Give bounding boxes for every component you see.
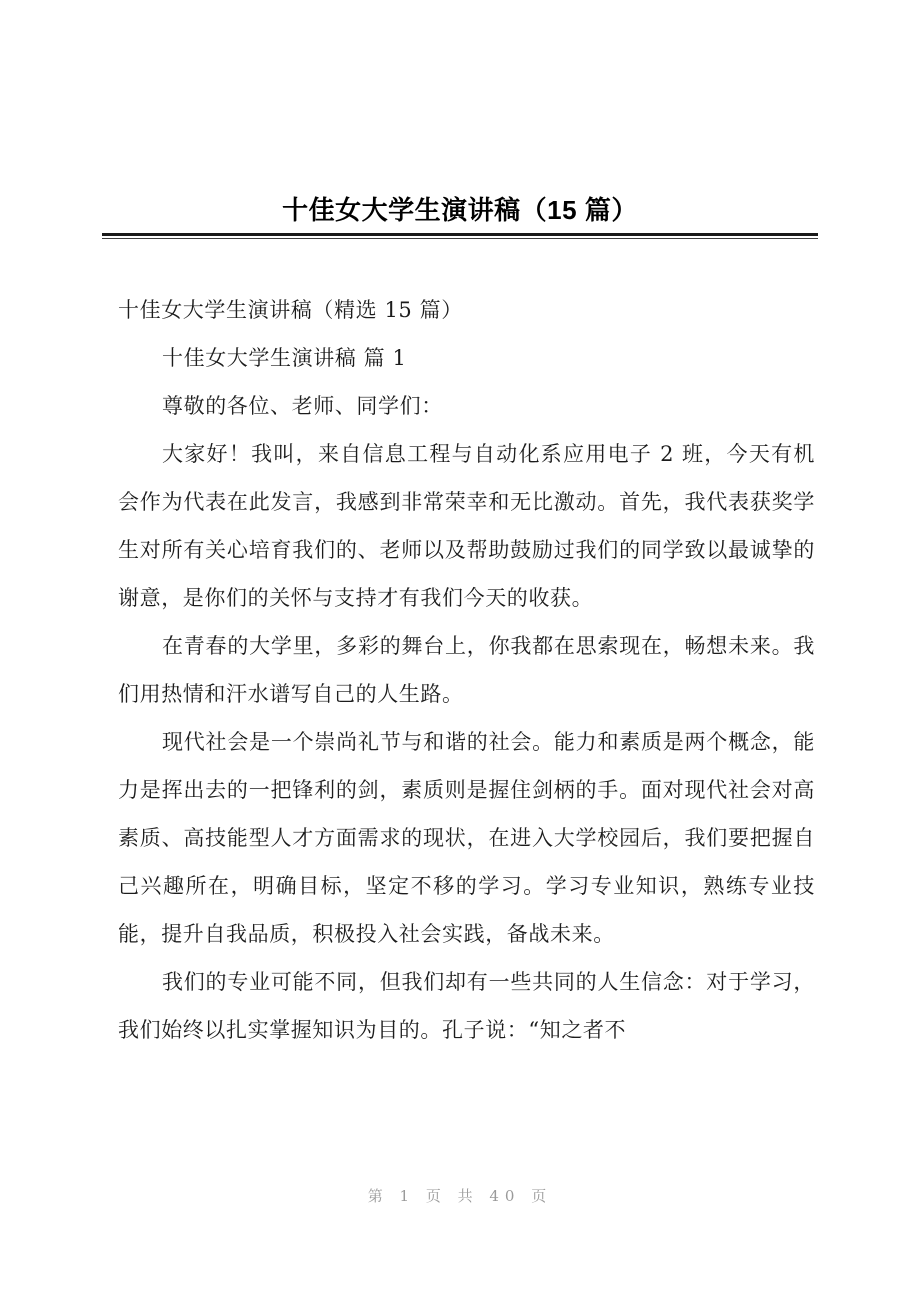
document-body (118, 286, 815, 1054)
paragraph-body-1: 大家好！我叫，来自信息工程与自动化系应用电子 2 班，今天有机会作为代表在此发言，我感到非常荣幸和无比激动。首先，我代表获奖学生对所有关心培育我们的、老师以及帮助鼓励过我们的同学致以最诚挚的谢意，是你们的关怀与支持才有我们今天的收获。 (118, 442, 815, 610)
paragraph-salutation: 尊敬的各位、老师、同学们： (162, 394, 443, 418)
paragraph-body-2: 在青春的大学里，多彩的舞台上，你我都在思索现在，畅想未来。我们用热情和汗水谱写自己的人生路。 (118, 634, 815, 706)
document-header (102, 193, 818, 239)
page-footer (0, 1185, 920, 1207)
paragraph-subtitle: 十佳女大学生演讲稿（精选 15 篇） (118, 298, 463, 322)
paragraph-body-3: 现代社会是一个崇尚礼节与和谐的社会。能力和素质是两个概念，能力是挥出去的一把锋利的剑，素质则是握住剑柄的手。面对现代社会对高素质、高技能型人才方面需求的现状，在进入大学校园后，我们要把握自己兴趣所在，明确目标，坚定不移的学习。学习专业知识，熟练专业技能，提升自我品质，积极投入社会实践，备战未来。 (118, 730, 815, 946)
paragraph-section-heading: 十佳女大学生演讲稿 篇 1 (162, 346, 407, 370)
page-number-label: 第 1 页 共 40 页 (367, 1187, 553, 1205)
paragraph-body-4: 我们的专业可能不同，但我们却有一些共同的人生信念：对于学习，我们始终以扎实掌握知识为目的。孔子说：“知之者不 (118, 970, 815, 1042)
title-divider (102, 233, 818, 239)
page-title: 十佳女大学生演讲稿（15 篇） (282, 195, 638, 225)
